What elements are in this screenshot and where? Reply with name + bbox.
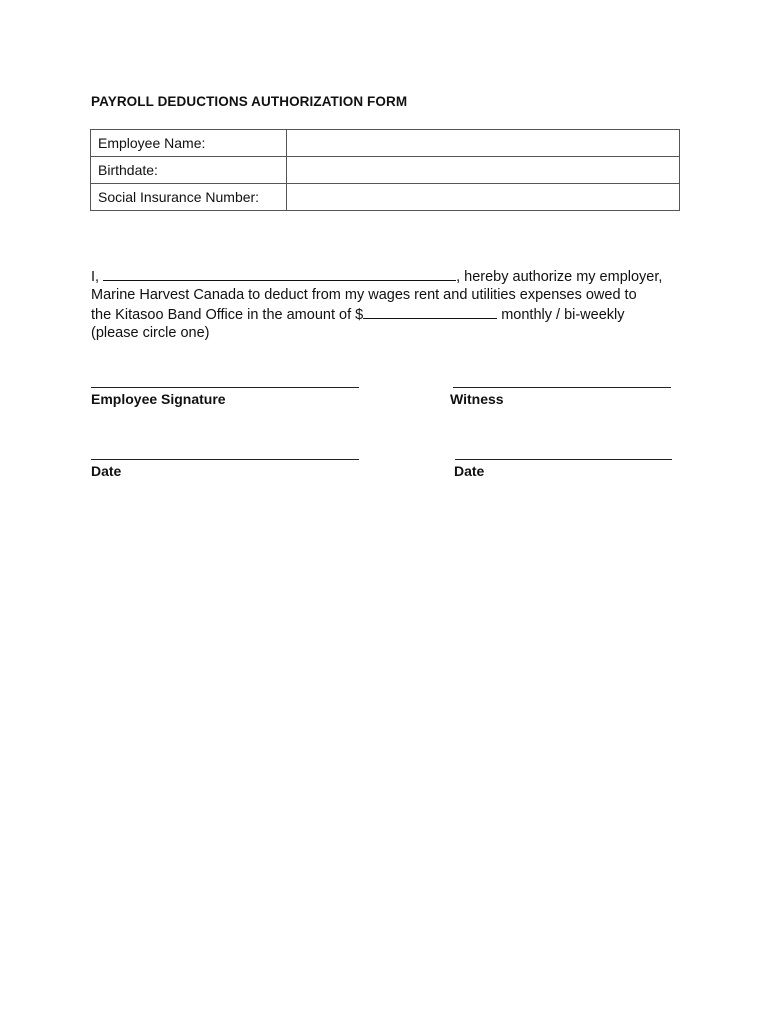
witness-date-label: Date bbox=[454, 463, 485, 479]
authorization-after-name: , hereby authorize my employer, bbox=[456, 269, 663, 285]
authorization-line-3 bbox=[91, 304, 691, 324]
form-title: PAYROLL DEDUCTIONS AUTHORIZATION FORM bbox=[91, 94, 408, 109]
authorization-paragraph bbox=[91, 266, 691, 342]
employee-name-field[interactable] bbox=[287, 130, 680, 157]
table-row bbox=[91, 184, 680, 211]
birthdate-label: Birthdate: bbox=[91, 157, 287, 184]
witness-signature-line[interactable] bbox=[453, 387, 671, 388]
employee-name-label: Employee Name: bbox=[91, 130, 287, 157]
table-row bbox=[91, 157, 680, 184]
employee-signature-label: Employee Signature bbox=[91, 391, 226, 407]
employee-date-line[interactable] bbox=[91, 459, 359, 460]
birthdate-field[interactable] bbox=[287, 157, 680, 184]
authorization-prefix: I, bbox=[91, 269, 100, 285]
witness-date-line[interactable] bbox=[455, 459, 672, 460]
amount-blank[interactable] bbox=[363, 304, 497, 319]
employee-info-table bbox=[90, 129, 680, 211]
authorization-line-1 bbox=[91, 266, 691, 286]
table-row bbox=[91, 130, 680, 157]
name-blank[interactable] bbox=[103, 266, 456, 281]
sin-field[interactable] bbox=[287, 184, 680, 211]
authorization-amount-prefix: the Kitasoo Band Office in the amount of $ bbox=[91, 307, 364, 323]
authorization-line-4: (please circle one) bbox=[91, 325, 210, 341]
witness-label: Witness bbox=[450, 391, 504, 407]
employee-signature-line[interactable] bbox=[91, 387, 359, 388]
employee-date-label: Date bbox=[91, 463, 122, 479]
authorization-line-2: Marine Harvest Canada to deduct from my wages rent and utilities expenses owed to bbox=[91, 287, 637, 303]
sin-label: Social Insurance Number: bbox=[91, 184, 287, 211]
frequency-options: monthly / bi-weekly bbox=[497, 307, 625, 323]
